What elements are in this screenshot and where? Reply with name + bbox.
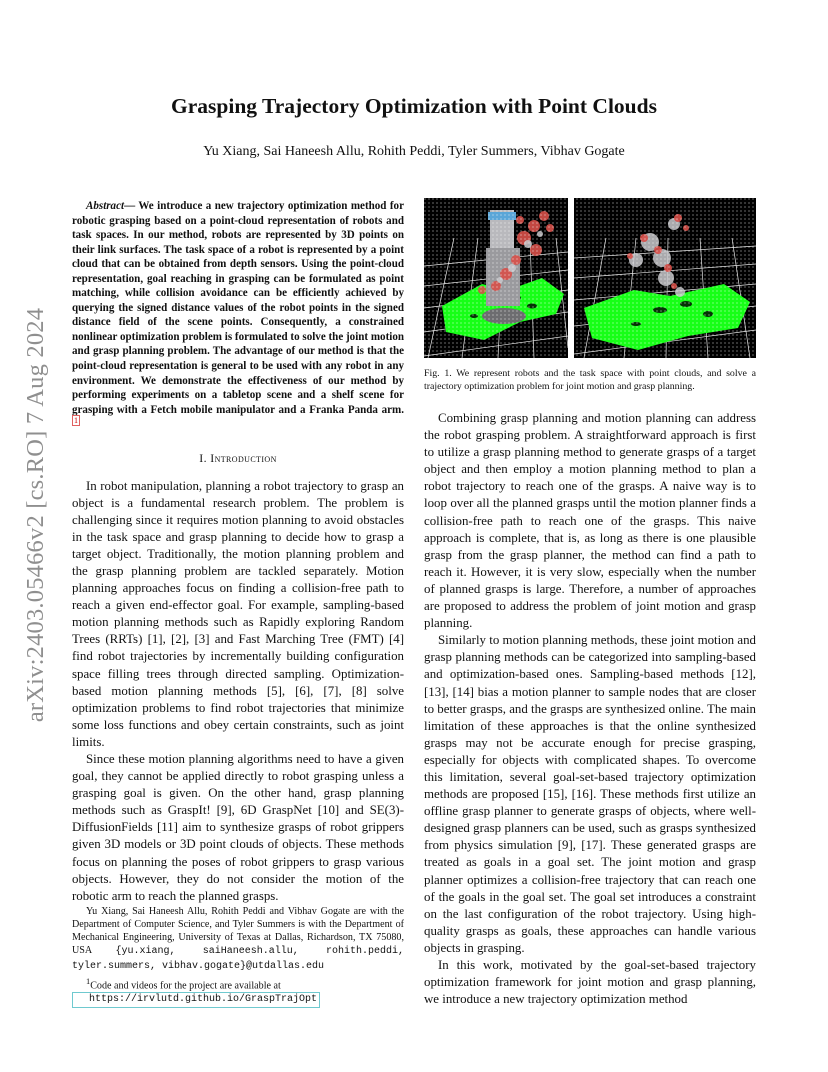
abstract-label: Abstract	[86, 200, 125, 212]
right-paragraph-2: Similarly to motion planning methods, these joint motion and grasp planning methods can be categorized into sampling-based and optimization-based ones. Sampling-based methods [12], [13], [14] bias a motion planner to sample nodes that are closer to better grasps, and the grasps are synthesized online. The main limitation of these approaches is that the online synthesized grasps may not be accurate enough for precise grasping, especially for objects with complicated shapes. To overcome this limitation, several goal-set-based trajectory optimization methods are proposed [15], [16]. These methods first utilize an offline grasp planner to generate grasps of objects, where well-designed grasp planners can be used, such as grasps synthesized from physics simulation [9], [17]. These generated grasps are treated as goals in a goal set. The joint motion and grasp planner optimizes a collision-free trajectory that can reach one of the goals in the goal set. The goal set introduces a constraint on the last configuration of the robot trajectory. Using high-quality grasps as goals, these approaches can handle various objects in grasping.	[424, 633, 756, 955]
arxiv-stamp	[0, 0, 60, 1072]
footnote-code	[72, 975, 404, 1008]
figure-panel-left	[424, 198, 568, 358]
left-column	[72, 199, 404, 1008]
figure-1-image	[424, 198, 756, 358]
right-paragraph-3: In this work, motivated by the goal-set-based trajectory optimization framework for joint motion and grasp planning, we introduce a new trajectory optimization method	[424, 958, 756, 1007]
arxiv-id: arXiv:2403.05466v2 [cs.RO] 7 Aug 2024	[22, 307, 49, 723]
footnote-code-mark: 1	[86, 976, 91, 986]
paper-title: Grasping Trajectory Optimization with Point Clouds	[171, 94, 657, 118]
figure-panel-right	[574, 198, 756, 358]
intro-paragraph-2: Since these motion planning algorithms need to have a given goal, they cannot be applied directly to robot grasping unless a grasping goal is given. On the other hand, grasp planning methods such as GraspIt! [9], 6D GraspNet [10] and SE(3)-DiffusionFields [11] aim to synthesize grasps of robot grippers given 3D models or 3D point clouds of objects. These methods focus on planning the poses of robot grippers to grasp various objects. However, they do not consider the motion of the robotic arm to reach the planned grasps.	[72, 752, 404, 903]
right-column	[424, 410, 756, 1008]
figure-1-caption: Fig. 1. We represent robots and the task space with point clouds, and solve a trajectory optimization problem for joint motion and grasp planning.	[424, 368, 756, 392]
footnote-affiliation-text: Yu Xiang, Sai Haneesh Allu, Rohith Peddi and Vibhav Gogate are with the Department of Computer Science, and Tyler Summers is with the Department of Mechanical Engineering, University of Texas at Dallas, Richardson, TX 75080, USA	[72, 905, 404, 957]
footnote-code-url[interactable]: https://irvlutd.github.io/GraspTrajOpt	[72, 992, 320, 1007]
footnote-code-text: Code and videos for the project are available at	[90, 980, 281, 992]
section-heading-introduction: I. Introduction	[199, 451, 277, 466]
abstract-footnote-link[interactable]: 1	[74, 416, 78, 426]
abstract-text: — We introduce a new trajectory optimization method for robotic grasping based on a point-cloud representation of robots and task spaces. In our method, robots are represented by 3D points on their link surfaces. The task space of a robot is represented by a point cloud that can be obtained from depth sensors. Using the point-cloud representation, goal reaching in grasping can be formulated as point matching, while collision avoidance can be efficiently achieved by querying the signed distance values of the robot points in the signed distance field of the scene points. Consequently, a constrained nonlinear optimization problem is formulated to solve the joint motion and grasp planning problem. The advantage of our method is that the point-cloud representation is general to be used with any robot in any environment. We demonstrate the effectiveness of our method by performing experiments on a tabletop scene and a shelf scene for grasping with a Fetch mobile manipulator and a Franka Panda arm.	[72, 200, 404, 416]
paper-authors: Yu Xiang, Sai Haneesh Allu, Rohith Peddi, Tyler Summers, Vibhav Gogate	[203, 144, 625, 159]
footnote-emails: {yu.xiang, saiHaneesh.allu, rohith.peddi, tyler.summers, vibhav.gogate}@utdallas.edu	[72, 946, 404, 972]
right-paragraph-1: Combining grasp planning and motion planning can address the robot grasping problem. A straightforward approach is first to utilize a grasp planning method to generate grasps of a target object and then employ a motion planning method to plan a robot trajectory to reach one of the grasps. A naive way is to loop over all the planned grasps until the motion planner finds a collision-free path to reach one of the grasps. This naive approach is complete, that is, as long as there is one plausible grasp from the grasp planner, the method can find a path to reach it. However, it is very slow, especially when the number of planned grasps is large. Therefore, a number of approaches are proposed to address the problem of joint motion and grasp planning.	[424, 411, 756, 631]
intro-paragraph-1: In robot manipulation, planning a robot trajectory to grasp an object is a fundamental research problem. The problem is challenging since it requires motion planning to avoid obstacles in the task space and grasp planning to decide how to grasp a target object. Traditionally, the motion planning problem and the grasp planning problem are tackled separately. Motion planning approaches focus on finding a collision-free path to reach a given end-effector goal. For example, sampling-based motion planning methods such as Rapidly exploring Random Trees (RRTs) [1], [2], [3] and Fast Marching Tree (FMT) [4] find robot trajectories by incrementally building configuration space filling trees through directed sampling. Optimization-based motion planning methods [5], [6], [7], [8] solve optimization problems to find robot trajectories that minimize some loss functions and obey certain constraints, such as joint limits.	[72, 478, 404, 749]
abstract	[72, 199, 404, 432]
footnote-affiliation	[72, 905, 404, 973]
figure-1	[424, 198, 756, 358]
